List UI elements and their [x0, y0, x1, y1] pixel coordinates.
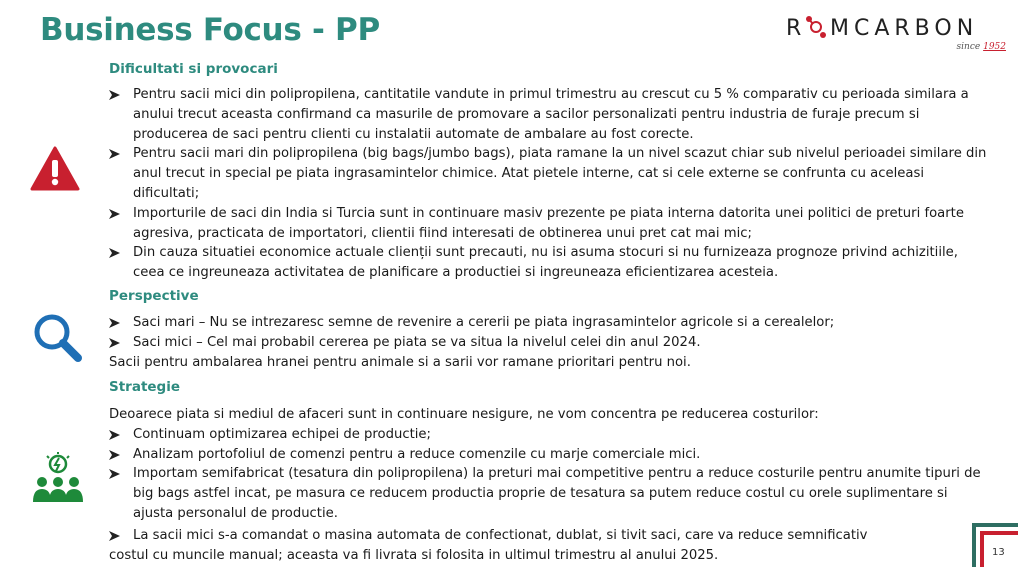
arrow-bullet-icon — [109, 313, 127, 328]
arrow-bullet-icon — [109, 464, 127, 479]
list-item: Saci mici – Cel mai probabil cererea pe piata se va situa la nivelul celei din anul 2024. — [109, 333, 989, 353]
list-item: Importam semifabricat (tesatura din polipropilena) la preturi mai competitive pentru a reduce costurile pentru anumite tipuri de big bags astfel incat, pe masura ce reducem productia proprie de tesatura sa putem reduce costul cu orele suplimentare si ajusta personalul de productie. — [109, 464, 989, 523]
magnifier-icon — [32, 312, 84, 364]
arrow-bullet-icon — [109, 526, 127, 541]
list-item: La sacii mici s-a comandat o masina automata de confectionat, dublat, si tivit saci, care va reduce semnificativ — [109, 526, 989, 546]
list-item: Importurile de saci din India si Turcia sunt in continuare masiv prezente pe piata interna datorita unei politici de preturi foarte agresiva, practicata de importatori, clientii fiind interesati de obtinerea unui pret cat mai mic; — [109, 204, 989, 244]
romcarbon-logo — [786, 14, 1008, 54]
corner-frame-icon — [972, 523, 1018, 567]
list-item: Pentru sacii mici din polipropilena, cantitatile vandute in primul trimestru au crescut cu 5 % comparativ cu perioada similara a anului trecut aceasta confirmand ca masurile de promovare a sacilor personalizati pentru industria de furaje precum si producerea de saci pentru clienti cu instalatii automate de ambalare au fost corecte. — [109, 85, 989, 144]
strategy-list — [109, 405, 989, 565]
list-item: Analizam portofoliul de comenzi pentru a reduce comenzile cu marje comerciale mici. — [109, 445, 989, 465]
svg-text:MCARBON: MCARBON — [830, 16, 979, 41]
logo-since: since 1952 — [956, 42, 1006, 52]
arrow-bullet-icon — [109, 204, 127, 219]
perspective-list — [109, 313, 989, 372]
section-heading-difficulties: Dificultati si provocari — [109, 61, 278, 77]
page-number: 13 — [992, 547, 1005, 558]
arrow-bullet-icon — [109, 445, 127, 460]
perspective-note: Sacii pentru ambalarea hranei pentru animale si a sarii vor ramane prioritari pentru noi. — [109, 354, 691, 370]
arrow-bullet-icon — [109, 333, 127, 348]
arrow-bullet-icon — [109, 85, 127, 100]
strategy-intro: Deoarece piata si mediul de afaceri sunt in continuare nesigure, ne vom concentra pe reducerea costurilor: — [109, 407, 819, 422]
strategy-tail: costul cu muncile manual; aceasta va fi livrata si folosita in ultimul trimestru al anului 2025. — [109, 547, 719, 563]
arrow-bullet-icon — [109, 243, 127, 258]
section-heading-strategy: Strategie — [109, 379, 181, 395]
section-heading-perspective: Perspective — [109, 288, 199, 304]
svg-text:R: R — [786, 16, 807, 41]
difficulties-list — [109, 85, 989, 283]
page-title: Business Focus - PP — [40, 12, 380, 48]
list-item: Continuam optimizarea echipei de productie; — [109, 425, 989, 445]
list-item: Pentru sacii mari din polipropilena (big bags/jumbo bags), piata ramane la un nivel scazut chiar sub nivelul perioadei similare din anul trecut in special pe piata ingrasamintelor chimice. Atat pietele interne, cat si cele externe se confrunta cu aceleasi dificultati; — [109, 144, 989, 203]
team-idea-icon — [30, 452, 86, 506]
arrow-bullet-icon — [109, 144, 127, 159]
warning-icon — [30, 146, 80, 192]
list-item: Din cauza situatiei economice actuale clienții sunt precauti, nu isi asuma stocuri si nu furnizeaza prognoze privind achizitiile, ceea ce ingreuneaza activitatea de planificare a productiei si ingreuneaza eficientizarea acesteia. — [109, 243, 989, 283]
list-item: Saci mari – Nu se intrezaresc semne de revenire a cererii pe piata ingrasamintelor agricole si a cerealelor; — [109, 313, 989, 333]
arrow-bullet-icon — [109, 425, 127, 440]
